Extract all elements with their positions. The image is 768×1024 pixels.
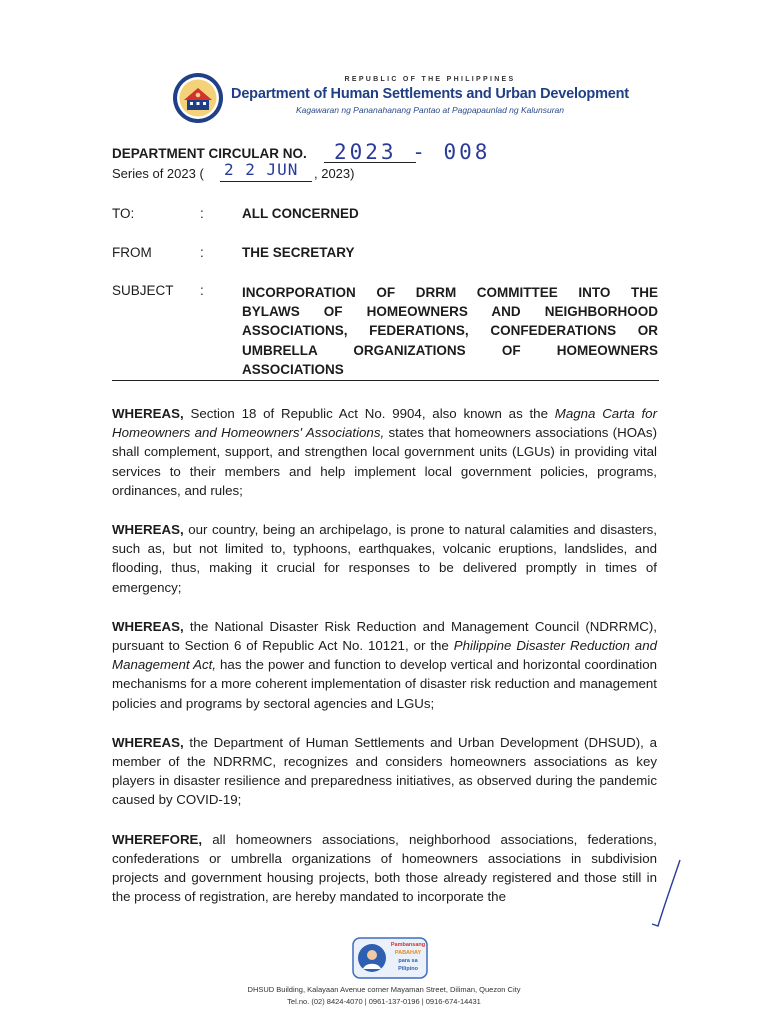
subject-line: UMBRELLA ORGANIZATIONS OF HOMEOWNERS [242,342,658,358]
logo-text-line: PABAHAY [394,950,422,956]
republic-heading: REPUBLIC OF THE PHILIPPINES [344,76,516,83]
from-label: FROM [112,245,152,260]
department-name: Department of Human Settlements and Urban Development [231,86,629,102]
circular-date: 2 2 JUN [224,160,299,179]
letterhead [172,72,632,128]
pambansang-pabahay-logo [352,937,428,979]
header-divider [112,380,659,381]
circular-header [112,140,672,184]
series-prefix: Series of 2023 ( [112,166,204,181]
to-value: ALL CONCERNED [242,206,359,221]
subject-line: ASSOCIATIONS [242,361,344,377]
logo-text-line: Pilipino [398,966,418,972]
paragraph-text: states that homeowners associations (HOAs) shall complement, support, and strengthen local government units (LGUs) in providing vital services to their members and help implement local government policies, programs, ordinances, and rules; [112,425,657,498]
subject-line: ASSOCIATIONS, FEDERATIONS, CONFEDERATIONS OR [242,323,658,339]
footer-contact [184,984,584,1008]
paragraph-text: the Department of Human Settlements and Urban Development (DHSUD), a member of the NDRRMC, recognizes and considers homeowners associations as key players in disaster resilience and preparedness initiatives, as observed during the pandemic caused by COVID-19; [112,734,657,808]
logo-text-line: Pambansang [390,942,426,948]
from-colon: : [200,245,204,260]
subject-label: SUBJECT [112,283,174,298]
to-label: TO: [112,206,135,221]
paragraph-whereas-4 [112,733,657,810]
circular-label: DEPARTMENT CIRCULAR NO. [112,146,307,161]
paragraph-text: our country, being an archipelago, is prone to natural calamities and disasters, such as, but not limited to, typhoons, earthquakes, volcanic eruptions, landslides, and flooding, thus, making it crucial for responses to be delivered promptly in times of emergency; [112,522,657,595]
act-title-italic: Magna Carta for Homeowners and Homeowners' Associations, [112,406,658,441]
paragraph-lead: WHEREAS, [112,734,184,750]
department-tagline: Kagawaran ng Pananahanang Pantao at Pagpapaunlad ng Kalunsuran [296,105,564,115]
paragraph-lead: WHEREAS, [112,406,184,421]
series-suffix: , 2023) [314,166,355,181]
footer-address: DHSUD Building, Kalayaan Avenue corner Mayaman Street, Diliman, Quezon City [247,985,521,994]
dhsud-seal-logo [172,72,224,124]
subject-line: BYLAWS OF HOMEOWNERS AND NEIGHBORHOOD [242,304,658,320]
subject-line: INCORPORATION OF DRRM COMMITTEE INTO THE [242,285,658,300]
date-underline [220,181,312,182]
paragraph-text: Section 18 of Republic Act No. 9904, also known as the [183,406,555,421]
paragraph-whereas-1 [112,404,657,500]
paragraph-text: has the power and function to develop vertical and horizontal coordination mechanisms for a more coherent implementation of disaster risk reduction and management policies and programs by sectoral agencies and LGUs; [112,657,657,711]
act-title-italic: Philippine Disaster Reduction and Management Act, [112,638,657,673]
paragraph-whereas-3 [112,617,657,713]
paragraph-lead: WHEREAS, [112,618,184,634]
logo-text-line: para sa [398,958,418,964]
subject-text [242,283,658,379]
circular-number: 2023 - 008 [334,140,491,164]
paragraph-lead: WHEREAS, [112,522,184,538]
footer-phones: Tel.no. (02) 8424-4070 | 0961-137-0196 | 0916-674-14431 [287,997,481,1006]
pen-mark [644,858,684,930]
paragraph-text: all homeowners associations, neighborhood associations, federations, confederations or umbrella organizations of homeowners associations in subdivision projects and government housing projects, both those already registered and those still in the process of registration, are hereby mandated to incorporate the [112,831,657,905]
from-value: THE SECRETARY [242,245,355,260]
paragraph-whereas-2 [112,520,657,597]
circular-body [112,404,657,926]
paragraph-wherefore [112,830,657,907]
subject-colon: : [200,283,204,298]
circular-number-underline [324,162,416,163]
paragraph-lead: WHEREFORE, [112,831,203,847]
to-colon: : [200,206,204,221]
paragraph-text: the National Disaster Risk Reduction and Management Council (NDRRMC), pursuant to Section 6 of Republic Act No. 10121, or the [112,618,657,654]
